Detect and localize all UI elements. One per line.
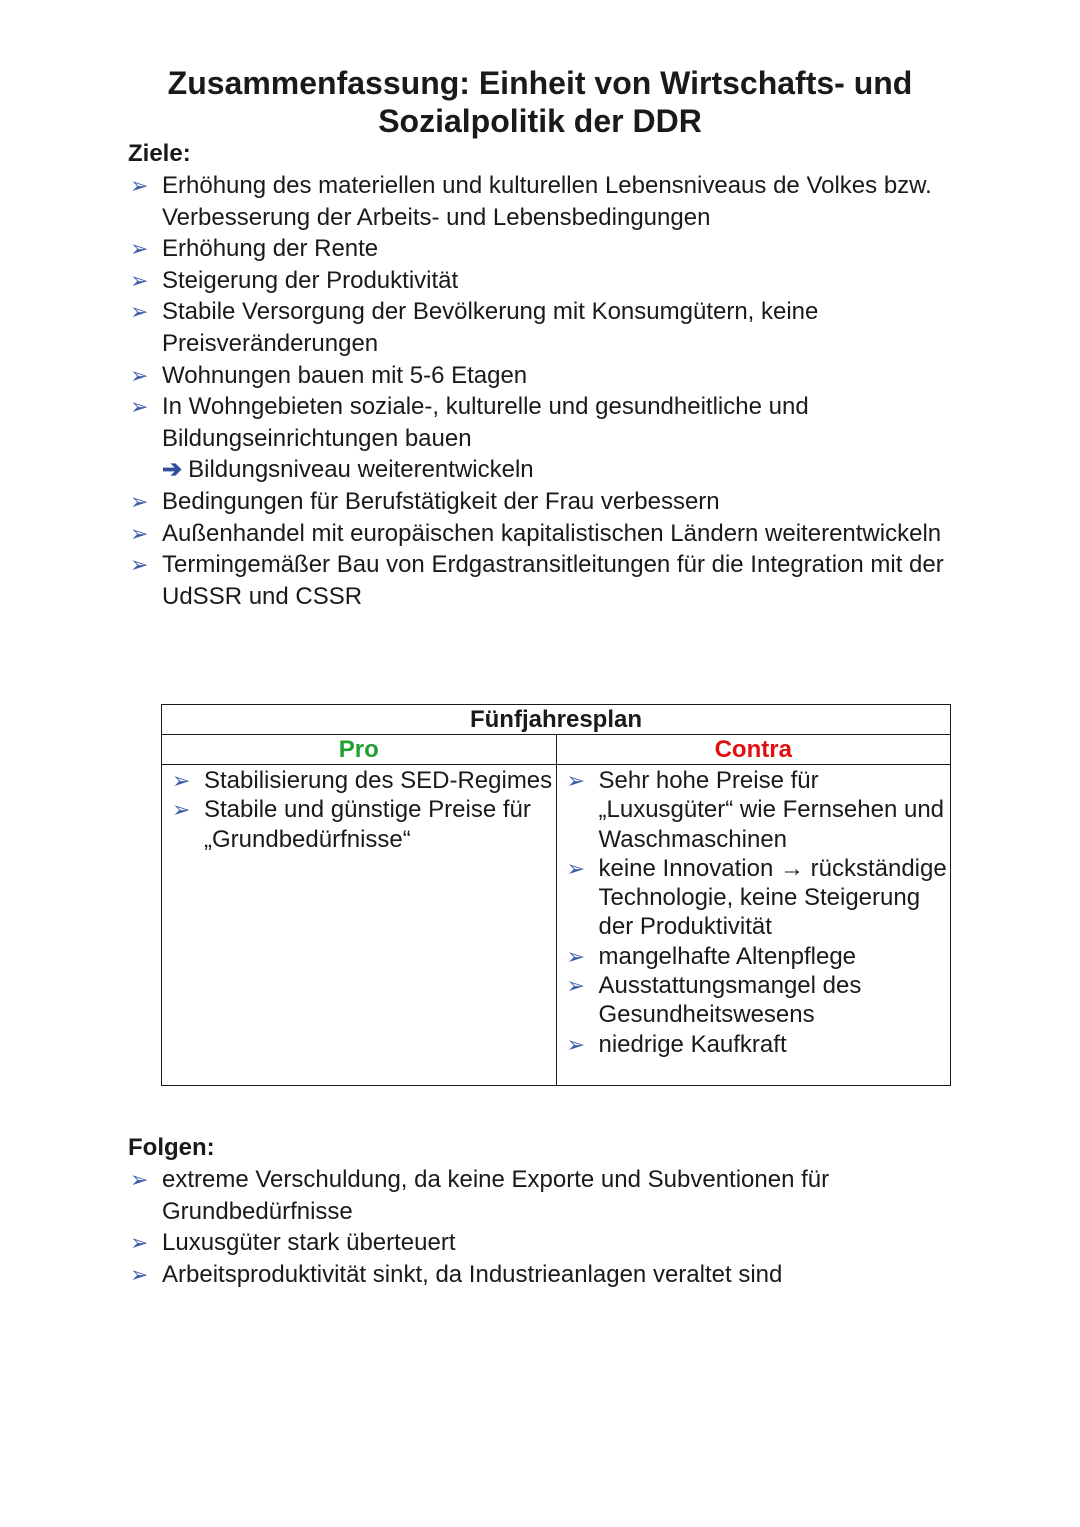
ziele-heading: Ziele: xyxy=(128,140,191,167)
arrowhead-bullet-icon: ➢ xyxy=(566,855,585,881)
list-item: ➢ Erhöhung der Rente xyxy=(128,233,968,265)
arrowhead-bullet-icon: ➢ xyxy=(566,973,585,999)
arrowhead-bullet-icon: ➢ xyxy=(130,267,149,293)
sub-item: ➔ Bildungsniveau weiterentwickeln xyxy=(162,456,534,484)
right-arrow-icon: ➔ xyxy=(162,456,183,484)
list-item: ➢ In Wohngebieten soziale-, kulturelle und gesundheitliche und Bildungseinrichtungen bauen ➔ Bildungsniveau weiterentwickeln xyxy=(128,391,968,486)
table-title: Fünfjahresplan xyxy=(162,705,951,735)
list-item: ➢ Luxusgüter stark überteuert xyxy=(128,1227,968,1259)
list-item: ➢ Stabilisierung des SED-Regimes xyxy=(172,767,553,794)
arrowhead-bullet-icon: ➢ xyxy=(130,488,149,514)
list-item: ➢ niedrige Kaufkraft xyxy=(566,1030,787,1058)
list-item: ➢ mangelhafte Altenpflege xyxy=(566,942,857,970)
arrowhead-bullet-icon: ➢ xyxy=(130,1261,149,1287)
arrowhead-bullet-icon: ➢ xyxy=(130,520,149,546)
arrowhead-bullet-icon: ➢ xyxy=(130,362,149,388)
arrowhead-bullet-icon: ➢ xyxy=(566,1031,585,1057)
arrowhead-bullet-icon: ➢ xyxy=(130,299,149,325)
list-item: ➢ keine Innovation → rückständige Technologie, keine Steigerung der Produktivität xyxy=(566,854,947,941)
page-title: Zusammenfassung: Einheit von Wirtschafts- und Sozialpolitik der DDR xyxy=(167,65,913,139)
list-item: ➢ extreme Verschuldung, da keine Exporte und Subventionen für Grundbedürfnisse xyxy=(130,1166,830,1225)
list-item: ➢ Wohnungen bauen mit 5-6 Etagen xyxy=(128,360,968,392)
list-item: ➢ Erhöhung des materiellen und kulturellen Lebensniveaus de Volkes bzw. Verbesserung der Arbeits- und Lebensbedingungen xyxy=(130,172,932,231)
list-item: ➢ Bedingungen für Berufstätigkeit der Frau verbessern xyxy=(128,486,968,518)
folgen-list xyxy=(128,1164,968,1290)
contra-cell xyxy=(556,765,951,1086)
list-item: ➢ Arbeitsproduktivität sinkt, da Industrieanlagen veraltet sind xyxy=(128,1259,968,1291)
fuenfjahresplan-table xyxy=(161,704,951,1086)
list-item: ➢ Stabile und günstige Preise für „Grundbedürfnisse“ xyxy=(172,796,531,853)
list-item: ➢ Stabile Versorgung der Bevölkerung mit Konsumgütern, keine Preisveränderungen xyxy=(130,298,819,357)
list-item: ➢ Steigerung der Produktivität xyxy=(128,265,968,297)
arrowhead-bullet-icon: ➢ xyxy=(172,768,191,793)
list-item: ➢ Termingemäßer Bau von Erdgastransitleitungen für die Integration mit der UdSSR und CSSR xyxy=(130,551,944,610)
pro-list xyxy=(162,765,556,854)
list-item: ➢ Außenhandel mit europäischen kapitalistischen Ländern weiterentwickeln xyxy=(128,518,968,550)
pro-cell xyxy=(162,765,557,1086)
contra-header: Contra xyxy=(556,735,951,765)
ziele-list xyxy=(128,170,968,612)
arrowhead-bullet-icon: ➢ xyxy=(130,552,149,578)
arrowhead-bullet-icon: ➢ xyxy=(130,236,149,262)
arrowhead-bullet-icon: ➢ xyxy=(566,768,585,793)
contra-list xyxy=(557,765,951,1059)
arrowhead-bullet-icon: ➢ xyxy=(172,797,191,823)
arrowhead-bullet-icon: ➢ xyxy=(130,1167,149,1192)
list-item: ➢ Ausstattungsmangel des Gesundheitswesens xyxy=(566,972,862,1029)
list-item: ➢ Sehr hohe Preise für „Luxusgüter“ wie Fernsehen und Waschmaschinen xyxy=(566,767,945,853)
pro-header: Pro xyxy=(162,735,557,765)
arrowhead-bullet-icon: ➢ xyxy=(566,943,585,969)
arrowhead-bullet-icon: ➢ xyxy=(130,173,149,198)
folgen-heading: Folgen: xyxy=(128,1134,215,1161)
arrowhead-bullet-icon: ➢ xyxy=(130,1230,149,1256)
arrowhead-bullet-icon: ➢ xyxy=(130,394,149,420)
